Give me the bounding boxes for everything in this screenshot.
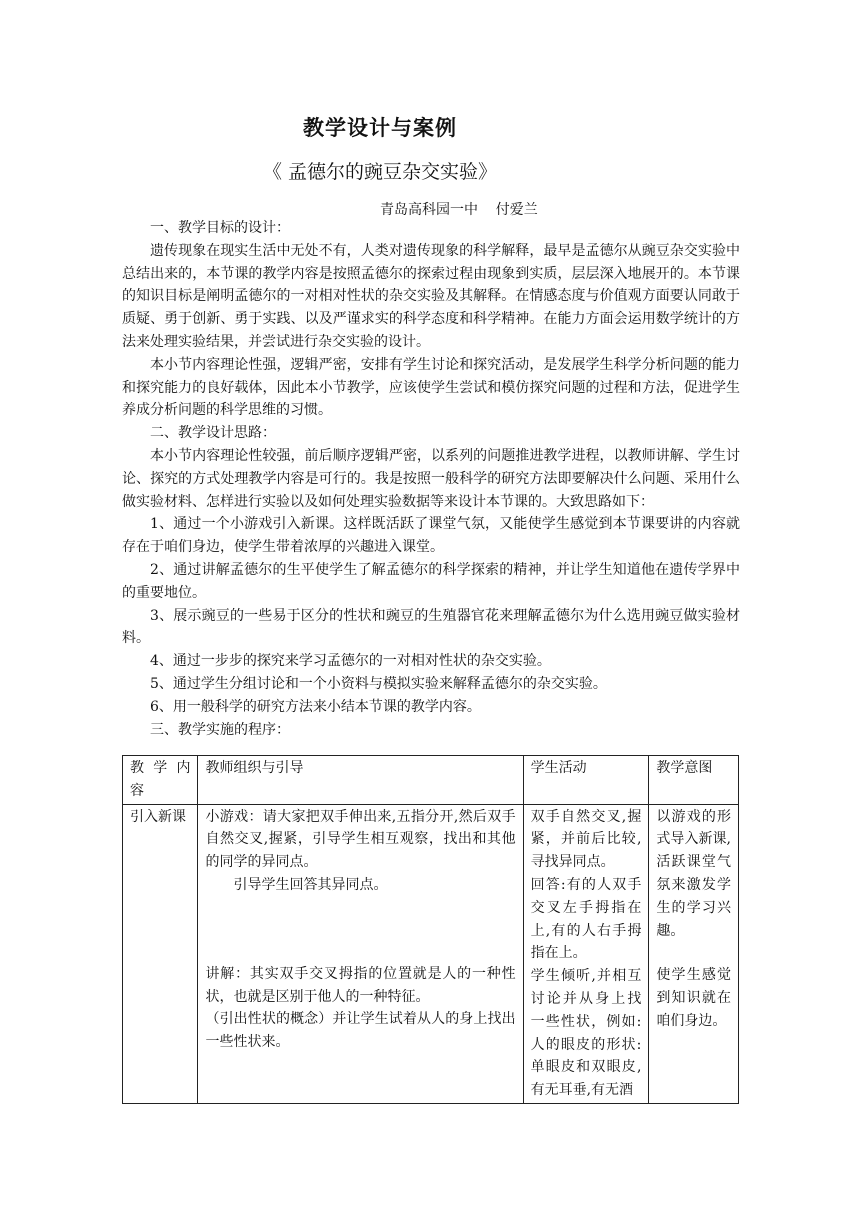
student-text: 学生倾听,并相互讨论并从身上找一些性状，例如:人的眼皮的形状:单眼皮和双眼皮,有无耳垂,有无酒 — [530, 968, 642, 1099]
header-cell: 教学意图 — [649, 756, 739, 805]
table-row — [123, 804, 739, 1103]
spacer — [205, 897, 515, 963]
intent-text: 以游戏的形式导入新课,活跃课堂气氛来激发学生的学习兴趣。 — [656, 808, 731, 939]
paragraph: 本小节内容理论性强，逻辑严密，安排有学生讨论和探究活动，是发展学生科学分析问题的能力和探究能力的良好载体，因此本小节教学，应该使学生尝试和模仿探究问题的过程和方法，促进学生养成分析问题的科学思维的习惯。 — [122, 356, 740, 419]
teacher-text: （引出性状的概念）并让学生试着从人的身上找出一些性状来。 — [205, 1011, 516, 1051]
list-item: 6、用一般科学的研究方法来小结本节课的教学内容。 — [150, 698, 481, 715]
teacher-text: 讲解：其实双手交叉拇指的位置就是人的一种性状，也就是区别于他人的一种特征。 — [205, 965, 516, 1005]
table-header-row — [123, 756, 739, 805]
section-heading-2: 二、教学设计思路： — [150, 425, 276, 442]
table-cell-intent — [649, 804, 739, 1103]
student-text: 双手自然交叉,握紧，并前后比较,寻找异同点。 — [530, 808, 642, 871]
paragraph: 遗传现象在现实生活中无处不有，人类对遗传现象的科学解释，最早是孟德尔从豌豆杂交实验中总结出来的，本节课的教学内容是按照孟德尔的探索过程由现象到实质，层层深入地展开的。本节课的知识目标是阐明孟德尔的一对相对性状的杂交实验及其解释。在情感态度与价值观方面要认同敢于质疑、勇于创新、勇于实践、以及严谨求实的科学态度和科学精神。在能力方面会运用数学统计的方法来处理实验结果，并尝试进行杂交实验的设计。 — [122, 242, 740, 350]
document-title: 教学设计与案例 — [303, 116, 457, 140]
paragraph: 本小节内容理论性较强，前后顺序逻辑严密，以系列的问题推进教学进程，以教师讲解、学生讨论、探究的方式处理教学内容是可行的。我是按照一般科学的研究方法即要解决什么问题、采用什么做实验材料、怎样进行实验以及如何处理实验数据等来设计本节课的。大致思路如下： — [122, 447, 740, 510]
list-item: 2、通过讲解孟德尔的生平使学生了解孟德尔的科学探索的精神，并让学生知道他在遗传学界中的重要地位。 — [122, 561, 740, 601]
list-item: 4、通过一步步的探究来学习孟德尔的一对相对性状的杂交实验。 — [150, 653, 551, 670]
table-cell-student — [523, 804, 649, 1103]
table-cell-teacher — [198, 804, 523, 1103]
intent-text: 使学生感觉到知识就在咱们身边。 — [656, 967, 731, 1029]
table-cell-content: 引入新课 — [123, 804, 198, 1103]
spacer — [656, 942, 731, 964]
section-heading-1: 一、教学目标的设计： — [150, 220, 290, 236]
list-item: 3、展示豌豆的一些易于区分的性状和豌豆的生殖器官花来理解孟德尔为什么选用豌豆做实验材料。 — [122, 607, 740, 647]
teaching-plan-table — [122, 755, 739, 1104]
teacher-text: 小游戏：请大家把双手伸出来,五指分开,然后双手自然交叉,握紧，引导学生相互观察，找出和其他的同学的异同点。 — [205, 808, 516, 871]
header-cell: 教师组织与引导 — [198, 756, 523, 805]
section-heading-3: 三、教学实施的程序： — [150, 721, 290, 738]
document-body — [122, 217, 740, 741]
list-item: 1、通过一个小游戏引入新课。这样既活跃了课堂气氛，又能使学生感觉到本节课要讲的内容就存在于咱们身边，使学生带着浓厚的兴趣进入课堂。 — [122, 516, 740, 556]
author-line: 青岛高科园一中 付爱兰 — [380, 202, 538, 218]
header-cell: 学生活动 — [523, 756, 649, 805]
document-subtitle: 《 孟德尔的豌豆杂交实验》 — [262, 161, 498, 183]
teacher-text: 引导学生回答其异同点。 — [233, 876, 388, 893]
student-text: 回答:有的人双手交叉左手拇指在上,有的人右手拇指在上。 — [530, 876, 642, 962]
header-cell: 教 学 内容 — [123, 756, 198, 805]
list-item: 5、通过学生分组讨论和一个小资料与模拟实验来解释孟德尔的杂交实验。 — [150, 675, 607, 692]
